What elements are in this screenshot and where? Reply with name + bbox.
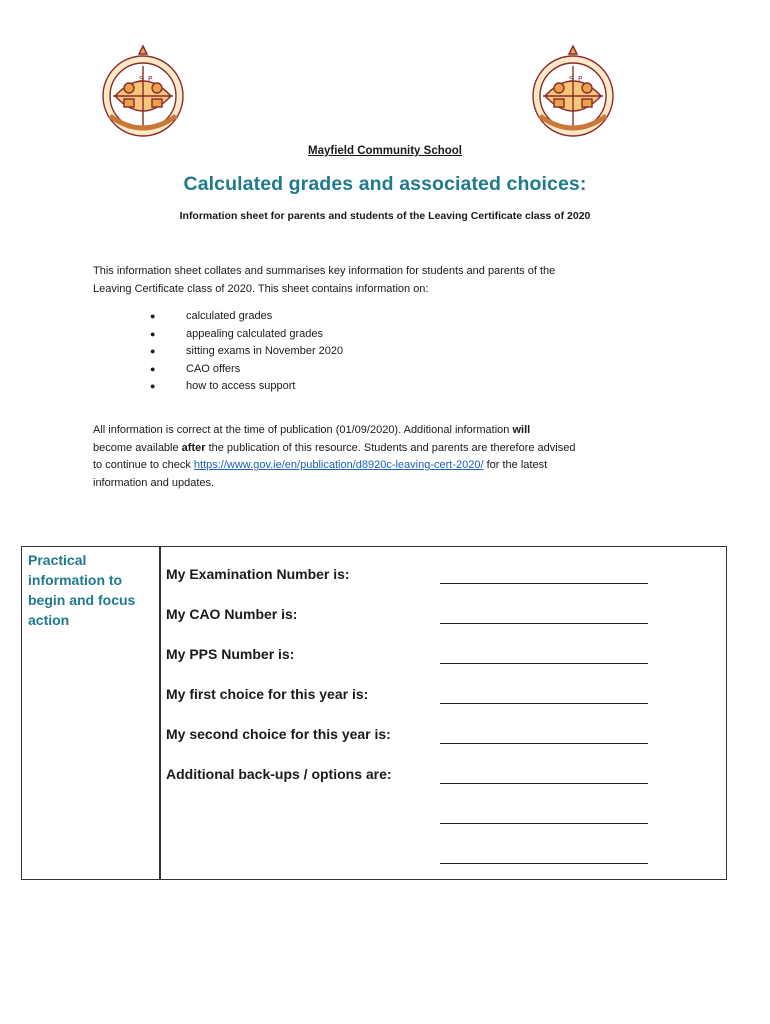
- page-subtitle: Information sheet for parents and students of the Leaving Certificate class of 2020: [179, 210, 591, 222]
- second-choice-field[interactable]: [440, 729, 648, 744]
- exam-number-label: My Examination Number is:: [166, 566, 350, 582]
- box-divider: [159, 547, 161, 879]
- topics-list: [150, 308, 343, 396]
- info-line: information and updates.: [93, 476, 215, 489]
- school-crest-left-icon: [96, 42, 190, 138]
- list-item: ● how to access support: [150, 378, 343, 396]
- svg-text:S: S: [569, 75, 574, 83]
- intro-line: This information sheet collates and summarises key information for students and parents of the: [93, 265, 556, 277]
- school-crest-right-icon: [526, 42, 620, 138]
- list-item: ● appealing calculated grades: [150, 326, 343, 344]
- intro-paragraph: [93, 263, 673, 298]
- first-choice-label: My first choice for this year is:: [166, 686, 369, 702]
- practical-info-box: [21, 546, 727, 880]
- second-choice-label: My second choice for this year is:: [166, 726, 391, 742]
- backup-options-label: Additional back-ups / options are:: [166, 766, 392, 782]
- svg-text:P: P: [148, 75, 153, 83]
- info-line: All information is correct at the time of publication (01/09/2020). Additional information will: [93, 424, 531, 436]
- info-paragraph: [93, 422, 673, 492]
- pps-number-field[interactable]: [440, 649, 648, 664]
- page-title: Calculated grades and associated choices:: [183, 173, 587, 195]
- practical-label: Practical information to begin and focus action: [28, 552, 136, 628]
- gov-link[interactable]: https://www.gov.ie/en/publication/d8920c-leaving-cert-2020/: [193, 459, 484, 471]
- cao-number-field[interactable]: [440, 609, 648, 624]
- backup-option-field[interactable]: [440, 809, 648, 824]
- pps-number-label: My PPS Number is:: [166, 646, 295, 662]
- cao-number-label: My CAO Number is:: [166, 606, 298, 622]
- intro-line: Leaving Certificate class of 2020. This sheet contains information on:: [93, 282, 429, 295]
- first-choice-field[interactable]: [440, 689, 648, 704]
- svg-text:P: P: [578, 75, 583, 83]
- backup-option-field[interactable]: [440, 769, 648, 784]
- svg-text:S: S: [139, 75, 144, 83]
- info-line: become available after the publication of this resource. Students and parents are therefore advised: [93, 441, 576, 454]
- list-item: ● sitting exams in November 2020: [150, 343, 343, 361]
- backup-option-field[interactable]: [440, 849, 648, 864]
- list-item: ● CAO offers: [150, 361, 343, 379]
- school-name: Mayfield Community School: [308, 145, 462, 157]
- exam-number-field[interactable]: [440, 569, 648, 584]
- list-item: ● calculated grades: [150, 308, 343, 326]
- info-line: to continue to check https://www.gov.ie/en/publication/d8920c-leaving-cert-2020/ for the latest: [93, 459, 548, 471]
